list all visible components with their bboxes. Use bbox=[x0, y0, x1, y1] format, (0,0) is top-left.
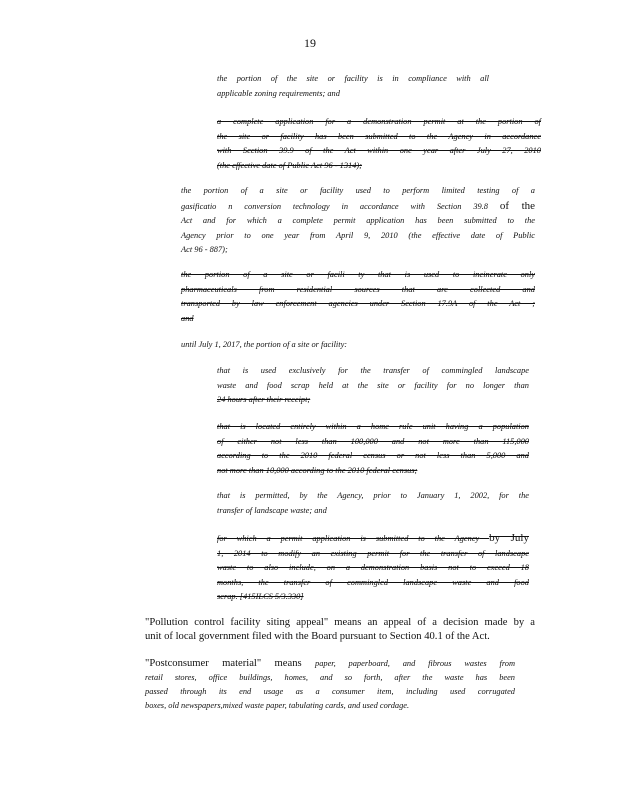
text-line: "Pollution control facility siting appeal" means an appeal of a decision made by a bbox=[145, 617, 535, 628]
text-line: pharmaceuticals from residential sources that are collected and bbox=[181, 284, 535, 294]
text-line: Act 96 - 887); bbox=[181, 245, 228, 254]
text-line: and bbox=[181, 313, 194, 323]
text-line: that is used exclusively for the transfer of commingled landscape bbox=[217, 366, 529, 375]
paragraph-pharmaceuticals-struck bbox=[181, 268, 535, 326]
text-line: that is permitted, by the Agency, prior to January 1, 2002, for the bbox=[217, 491, 529, 500]
paragraph-home-rule-struck bbox=[217, 420, 529, 478]
text-line: (the effective date of Public Act 96 - 1314); bbox=[217, 160, 362, 170]
definition-siting-appeal bbox=[145, 616, 535, 644]
inserted-text: of the bbox=[499, 199, 536, 212]
text-line: according to the 2010 federal census or not less than 5,000 and bbox=[217, 451, 529, 460]
text-line: "Postconsumer material" means paper, paperboard, and fibrous wastes from bbox=[145, 658, 516, 669]
text-line: until July 1, 2017, the portion of a site or facility: bbox=[181, 340, 348, 349]
text-line: gasificatio n conversion technology in accordance with Section 39.8 of the bbox=[181, 199, 536, 212]
text-line: transported by law enforcement agencies under Section 17.9A of the Act ; bbox=[181, 299, 535, 308]
text-line: waste to also include, on a demonstration basis not to exceed 18 bbox=[217, 563, 529, 572]
paragraph-until-2017 bbox=[181, 338, 411, 353]
paragraph-transfer-exclusive bbox=[217, 364, 529, 408]
text-line: transfer of landscape waste; and bbox=[217, 505, 327, 515]
inserted-text: by July bbox=[489, 532, 529, 544]
text-line: with Section 39.9 of the Act within one year after July 27, 2010 bbox=[217, 146, 541, 155]
text-line: the portion of a site or facility used to perform limited testing of a bbox=[181, 186, 535, 195]
text-line: 24 hours after their receipt; bbox=[217, 395, 311, 404]
text-line: a complete application for a demonstration permit at the portion of bbox=[217, 117, 541, 126]
definition-term: "Postconsumer material" means bbox=[145, 658, 302, 669]
definition-postconsumer-material bbox=[145, 657, 515, 713]
text-line: for which a permit application is submitted to the Agency by July bbox=[217, 532, 529, 544]
text-line: that is located entirely within a home rule unit having a population bbox=[217, 422, 529, 431]
text-line: waste and food scrap held at the site or facility for no longer than bbox=[217, 380, 529, 390]
text-line: 1, 2014 to modify an existing permit for the transfer of landscape bbox=[217, 548, 529, 558]
page-number: 19 bbox=[304, 36, 316, 50]
text-line: of either not less than 100,000 and not more than 115,000 bbox=[217, 436, 529, 446]
text-line: the portion of a site or facili ty that is used to incinerate only bbox=[181, 270, 535, 279]
text-line: applicable zoning requirements; and bbox=[217, 88, 340, 98]
text-line: Act and for which a complete permit application has been submitted to the bbox=[181, 216, 535, 225]
text-line: retail stores, office buildings, homes, and so forth, after the waste has been bbox=[145, 673, 515, 682]
text-line: not more than 10,000 according to the 2010 federal census; bbox=[217, 465, 418, 475]
text-line: the portion of the site or facility is in compliance with all bbox=[217, 74, 489, 83]
text-line: months, the transfer of commingled landscape waste and food bbox=[217, 577, 529, 587]
paragraph-permitted-2002 bbox=[217, 489, 529, 518]
text-line: unit of local government filed with the Board pursuant to Section 40.1 of the Act. bbox=[145, 631, 490, 642]
paragraph-permit-application-struck bbox=[217, 531, 529, 605]
text-line: passed through its end usage as a consumer item, including used corrugated bbox=[145, 687, 515, 696]
paragraph-gasification bbox=[181, 184, 535, 258]
paragraph-demonstration-permit-struck bbox=[217, 115, 541, 173]
text-line: scrap. [415ILCS 5/3.330] bbox=[217, 592, 304, 601]
text-line: the site or facility has been submitted to the Agency in accordance bbox=[217, 131, 541, 141]
text-line: boxes, old newspapers,mixed waste paper, tabulating cards, and used cordage. bbox=[145, 701, 410, 710]
text-line: Agency prior to one year from April 9, 2010 (the effective date of Public bbox=[181, 230, 535, 240]
paragraph-zoning bbox=[217, 72, 489, 101]
